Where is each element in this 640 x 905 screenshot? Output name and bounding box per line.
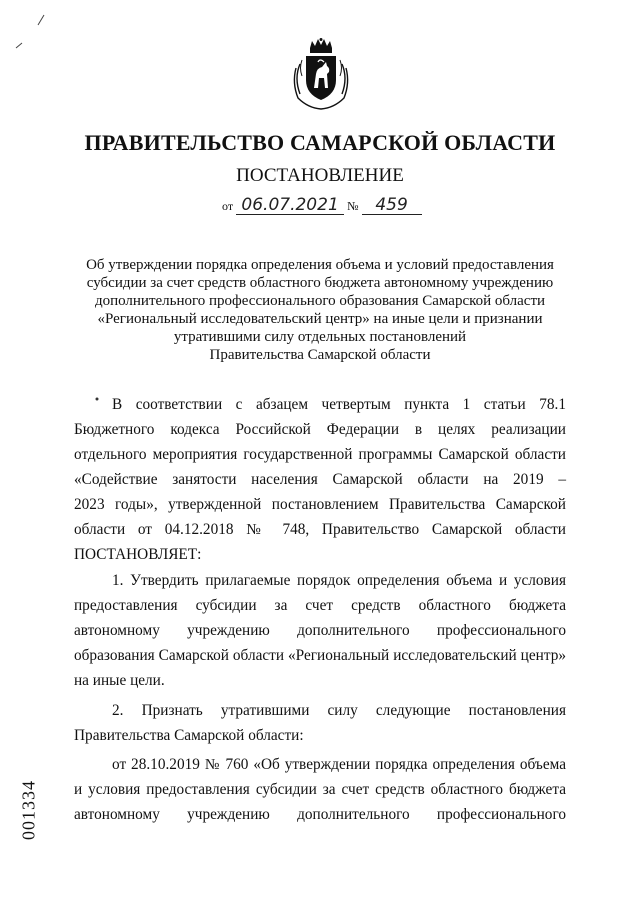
government-title: ПРАВИТЕЛЬСТВО САМАРСКОЙ ОБЛАСТИ bbox=[84, 130, 556, 155]
number-label: № bbox=[347, 199, 359, 213]
title-line: дополнительного профессионального образования Самарской области bbox=[94, 293, 546, 309]
body-line: 2023 годы», утвержденной постановлением Правительства Самарской bbox=[74, 496, 566, 513]
title-line: субсидии за счет средств областного бюджета автономному учреждению bbox=[86, 275, 554, 291]
resolution-title bbox=[66, 256, 574, 364]
body-line: и условия предоставления субсидии за счет средств областного бюджета bbox=[74, 781, 566, 798]
preamble-paragraph bbox=[74, 392, 566, 567]
body-line: области от 04.12.2018 № 748, Правительство Самарской области bbox=[74, 521, 566, 538]
title-line: «Региональный исследовательский центр» на иные цели и признании bbox=[97, 311, 543, 327]
title-line: Об утверждении порядка определения объема и условий предоставления bbox=[86, 257, 554, 273]
body-line: на иные цели. bbox=[74, 672, 165, 689]
body-line: от 28.10.2019 № 760 «Об утверждении порядка определения объема bbox=[112, 756, 566, 773]
body-line: 2. Признать утратившими силу следующие постановления bbox=[112, 702, 566, 719]
body-line: образования Самарской области «Региональный исследовательский центр» bbox=[74, 647, 566, 664]
body-line: Правительства Самарской области: bbox=[74, 727, 304, 744]
item-2-paragraph bbox=[74, 698, 566, 748]
scan-mark-icon bbox=[14, 40, 24, 50]
registration-stamp bbox=[16, 760, 42, 860]
document-number: 459 bbox=[362, 197, 422, 215]
date-number-line bbox=[222, 197, 422, 215]
body-line: автономному учреждению дополнительного профессионального bbox=[74, 622, 566, 639]
body-line: ПОСТАНОВЛЯЕТ: bbox=[74, 546, 202, 563]
body-line: автономному учреждению дополнительного профессионального bbox=[74, 806, 566, 823]
document-date: 06.07.2021 bbox=[236, 197, 344, 215]
date-prefix: от bbox=[222, 199, 234, 213]
scan-mark-icon bbox=[36, 14, 46, 26]
repealed-item-paragraph bbox=[74, 752, 566, 827]
body-line: отдельного мероприятия государственной программы Самарской области bbox=[74, 446, 566, 463]
scan-dot-icon bbox=[94, 396, 100, 402]
body-line: предоставления субсидии за счет средств областного бюджета bbox=[74, 597, 566, 614]
title-line: Правительства Самарской области bbox=[209, 347, 431, 363]
document-type: ПОСТАНОВЛЕНИЕ bbox=[236, 165, 404, 186]
body-line: 1. Утвердить прилагаемые порядок определения объема и условия bbox=[112, 572, 566, 589]
stamp-number: 001334 bbox=[18, 780, 39, 840]
body-line: В соответствии с абзацем четвертым пункта 1 статьи 78.1 bbox=[112, 396, 566, 413]
coat-of-arms-emblem bbox=[290, 38, 352, 110]
body-line: Бюджетного кодекса Российской Федерации в целях реализации bbox=[74, 421, 566, 438]
body-line: «Содействие занятости населения Самарской области на 2019 – bbox=[74, 471, 566, 488]
title-line: утратившими силу отдельных постановлений bbox=[173, 329, 467, 345]
item-1-paragraph bbox=[74, 568, 566, 693]
